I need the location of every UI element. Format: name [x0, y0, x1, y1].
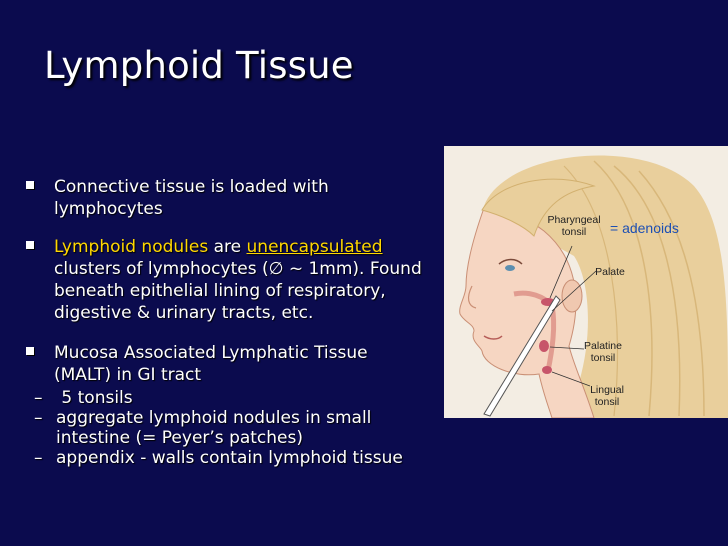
- child-head-svg: [444, 146, 728, 418]
- sub-item-tonsils: [24, 388, 424, 408]
- dash-icon: –: [34, 448, 43, 468]
- bullet-connective-tissue: [24, 176, 424, 220]
- sub-item-peyers-patches: [24, 408, 424, 448]
- lingual-tonsil-label: Lingual tonsil: [590, 384, 624, 408]
- bullet-text-clusters: clusters of lymphocytes (∅ ~ 1mm). Found beneath epithelial lining of respiratory, digestive & urinary tracts, etc.: [54, 259, 422, 323]
- bullet-list: [24, 176, 424, 468]
- unencapsulated-term: unencapsulated: [246, 237, 383, 257]
- sub-item-appendix: [24, 448, 424, 468]
- slide-title: Lymphoid Tissue: [44, 44, 354, 87]
- bullet-lymphoid-nodules: [24, 236, 424, 324]
- palate-label: Palate: [595, 266, 625, 278]
- bullet-text: Connective tissue is loaded with lymphocytes: [54, 177, 329, 219]
- dash-icon: –: [34, 408, 43, 428]
- lingual-tonsil-mark: [542, 366, 552, 374]
- sub-item-text: 5 tonsils: [56, 388, 133, 408]
- square-bullet-icon: [26, 347, 34, 355]
- bullet-text-are: are: [208, 237, 247, 257]
- bullet-text: Mucosa Associated Lymphatic Tissue (MALT) in GI tract: [54, 343, 368, 385]
- pharyngeal-tonsil-label: Pharyngeal tonsil: [547, 214, 601, 238]
- square-bullet-icon: [26, 241, 34, 249]
- anatomy-illustration: [444, 146, 728, 418]
- bullet-malt: [24, 342, 424, 386]
- dash-icon: –: [34, 388, 43, 408]
- sub-item-text: aggregate lymphoid nodules in small intestine (= Peyer’s patches): [56, 408, 372, 448]
- square-bullet-icon: [26, 181, 34, 189]
- lymphoid-nodules-term: Lymphoid nodules: [54, 237, 209, 257]
- palatine-tonsil-label: Palatine tonsil: [584, 340, 622, 364]
- sub-item-text: appendix - walls contain lymphoid tissue: [56, 448, 403, 468]
- palatine-tonsil-mark: [539, 340, 549, 352]
- adenoids-label: = adenoids: [610, 220, 679, 236]
